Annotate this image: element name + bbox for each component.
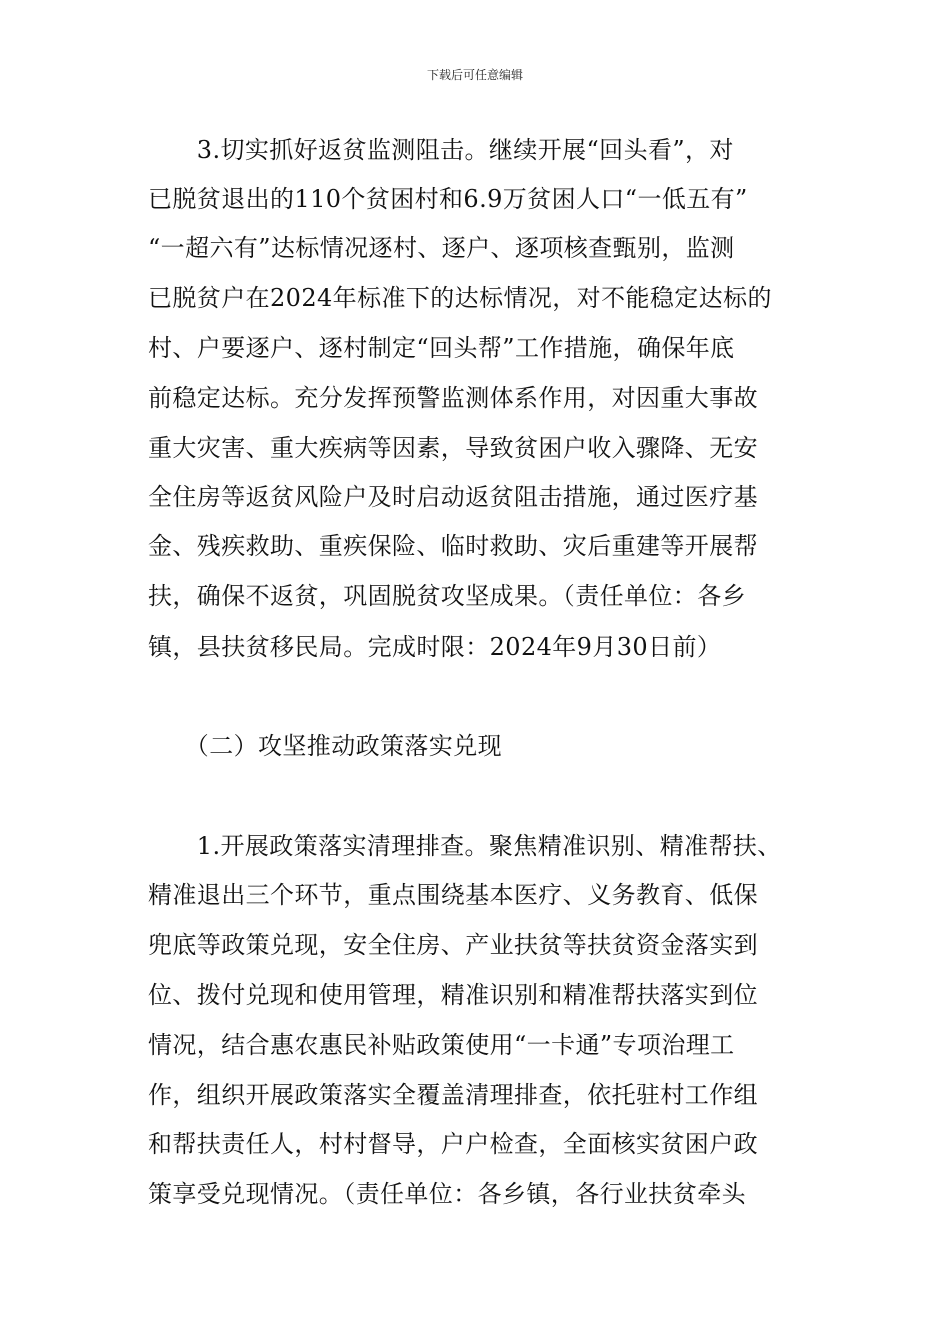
text-line: 金、残疾救助、重疾保险、临时救助、灾后重建等开展帮	[148, 532, 758, 560]
text-line: 已脱贫退出的110个贫困村和6.9万贫困人口“一低五有”	[148, 185, 748, 213]
text-line: 全住房等返贫风险户及时启动返贫阻击措施，通过医疗基	[148, 483, 758, 511]
text-line: 精准退出三个环节，重点围绕基本医疗、义务教育、低保	[148, 881, 758, 909]
text-line: 1.开展政策落实清理排查。聚焦精准识别、精准帮扶、	[148, 832, 782, 860]
text-line: 作，组织开展政策落实全覆盖清理排查，依托驻村工作组	[148, 1081, 758, 1109]
text-line: 重大灾害、重大疾病等因素，导致贫困户收入骤降、无安	[148, 434, 758, 462]
text-line: “一超六有”达标情况逐村、逐户、逐项核查甄别，监测	[148, 234, 735, 262]
text-line: 位、拨付兑现和使用管理，精准识别和精准帮扶落实到位	[148, 981, 758, 1009]
text-line: 和帮扶责任人，村村督导，户户检查，全面核实贫困户政	[148, 1130, 758, 1158]
text-line: 3.切实抓好返贫监测阻击。继续开展“回头看”，对	[148, 136, 734, 164]
heading-line: （二）攻坚推动政策落实兑现	[148, 732, 502, 760]
text-line: 已脱贫户在2024年标准下的达标情况，对不能稳定达标的	[148, 284, 772, 312]
text-line: 前稳定达标。充分发挥预警监测体系作用，对因重大事故	[148, 384, 758, 412]
text-line: 策享受兑现情况。（责任单位：各乡镇，各行业扶贫牵头	[148, 1180, 746, 1208]
text-line: 兜底等政策兑现，安全住房、产业扶贫等扶贫资金落实到	[148, 931, 758, 959]
text-line: 镇，县扶贫移民局。完成时限：2024年9月30日前）	[148, 633, 722, 661]
page-header-note: 下载后可任意编辑	[426, 68, 523, 82]
text-line: 扶，确保不返贫，巩固脱贫攻坚成果。（责任单位：各乡	[148, 582, 746, 610]
text-line: 情况，结合惠农惠民补贴政策使用“一卡通”专项治理工	[148, 1031, 735, 1059]
text-line: 村、户要逐户、逐村制定“回头帮”工作措施，确保年底	[148, 334, 735, 362]
